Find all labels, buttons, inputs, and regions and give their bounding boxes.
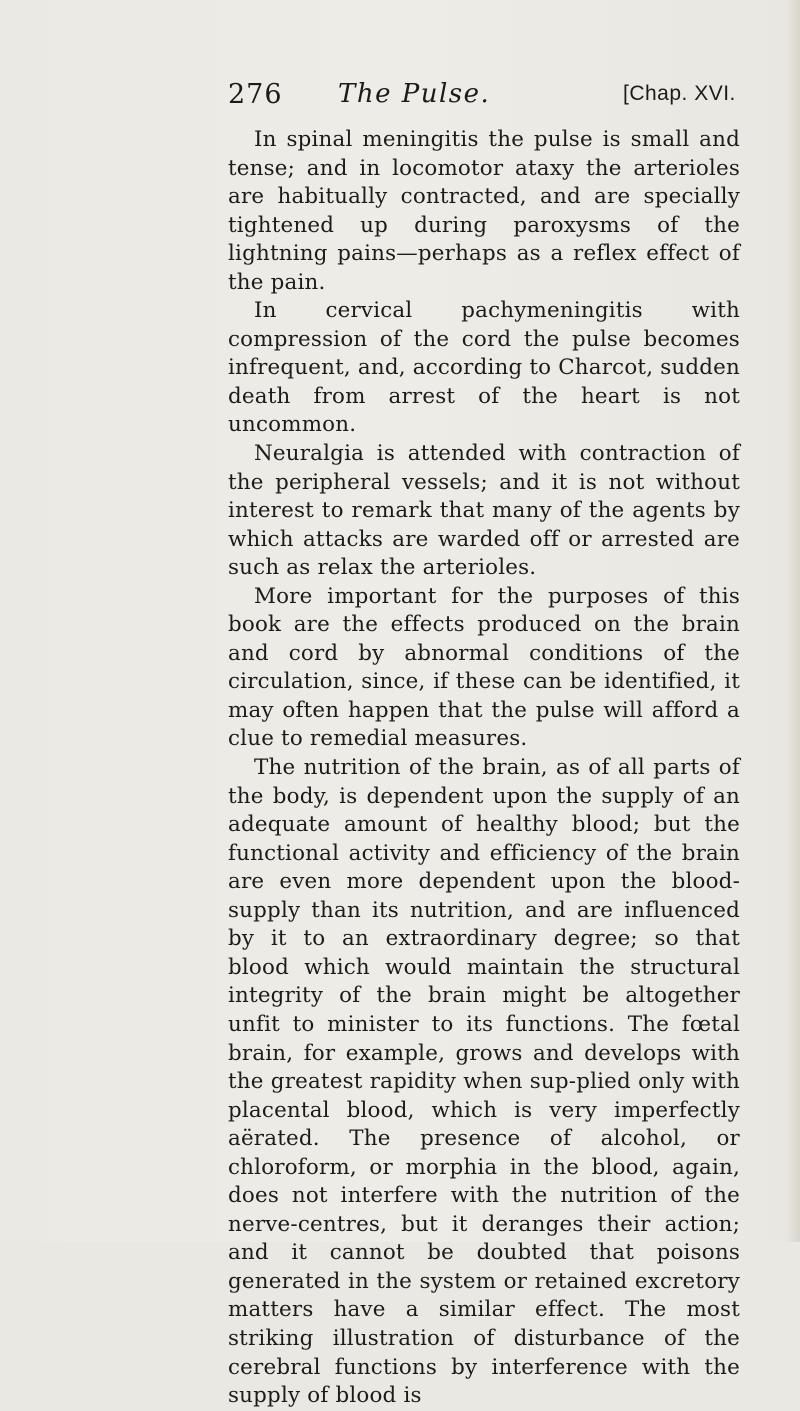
paragraph-pachymeningitis: In cervical pachymeningitis with compression of the cord the pulse becomes infrequent, and, according to Charcot, sudden death from arrest of the heart is not uncommon. <box>228 298 740 438</box>
chapter-reference: [Chap. XVI. <box>623 82 736 105</box>
paragraph-spinal-meningitis: In spinal meningitis the pulse is small and tense; and in locomotor ataxy the arterioles are habitually contracted, and are specially tightened up during paroxysms of the lightning pains—perhaps as a reflex effect of the pain. <box>228 127 740 295</box>
paragraph-brain-and-cord: More important for the purposes of this book are the effects produced on the brain and cord by abnormal conditions of the circulation, since, if these can be identified, it may often happen that the pulse will afford a clue to remedial measures. <box>228 583 740 752</box>
paragraph-neuralgia: Neuralgia is attended with contraction of the peripheral vessels; and it is not without interest to remark that many of the agents by which attacks are warded off or arrested are such as relax the arterioles. <box>228 441 740 581</box>
page-number: 276 <box>228 79 283 110</box>
page-edge-shadow <box>786 0 800 1242</box>
running-title: The Pulse. <box>338 79 491 109</box>
paragraph-brain-nutrition: The nutrition of the brain, as of all parts of the body, is dependent upon the supply of an adequate amount of healthy blood; but the functional activity and efficiency of the brain are even more dependent upon the blood-supply than its nutrition, and are influenced by it to an extraordinary degree; so that blood which would maintain the structural integrity of the brain might be altogether unfit to minister to its functions. The fœtal brain, for example, grows and develops with the greatest rapidity when sup-plied only with placental blood, which is very imperfectly aërated. The presence of alcohol, or chloroform, or morphia in the blood, again, does not interfere with the nutrition of the nerve-centres, but it deranges their action; and it cannot be doubted that poisons generated in the system or retained excretory matters have a similar effect. The most striking illustration of disturbance of the cerebral functions by interference with the supply of blood is <box>228 755 740 1409</box>
body-text <box>228 126 740 1411</box>
running-header <box>228 79 748 119</box>
